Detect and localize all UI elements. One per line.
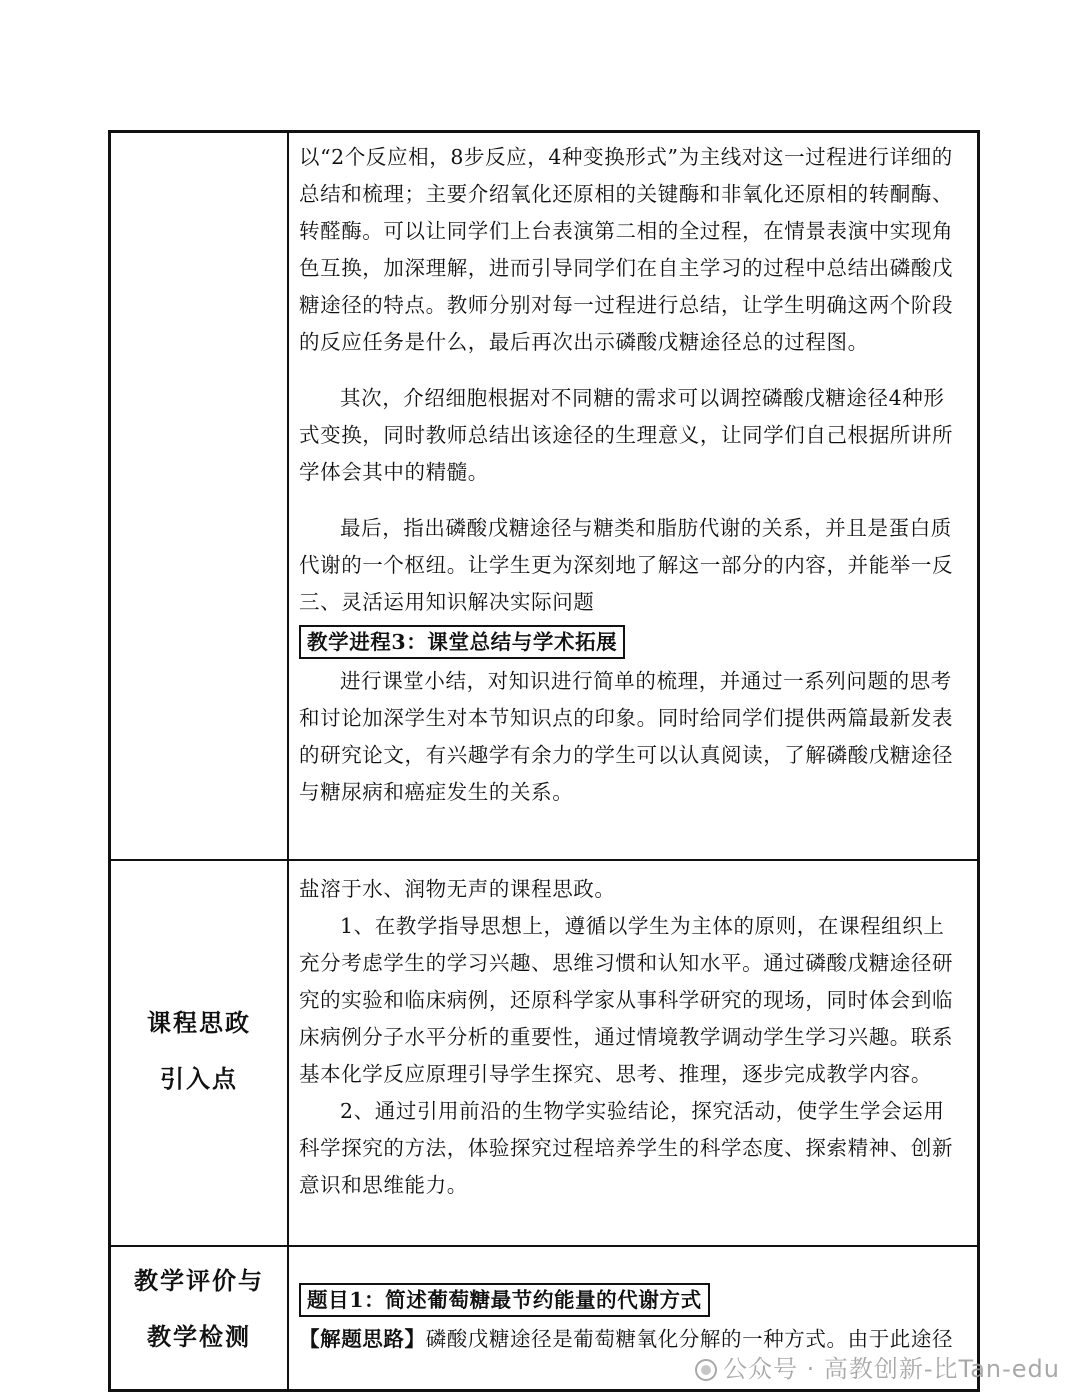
row3-content	[299, 1279, 965, 1358]
paragraph: 1、在教学指导思想上，遵循以学生为主体的原则，在课程组织上充分考虑学生的学习兴趣、思维习惯和认知水平。通过磷酸戊糖途径研究的实验和临床病例，还原科学家从事科学研究的现场，同时体会到临床病例分子水平分析的重要性，通过情境教学调动学生学习兴趣。联系基本化学反应原理引导学生探究、思考、推理，逐步完成教学内容。	[299, 914, 954, 1086]
label-line: 教学评价与	[134, 1266, 264, 1295]
watermark-text: 公众号 · 高教创新-比Tan-edu	[722, 1355, 1060, 1383]
question-heading-box: 题目1：简述葡萄糖最节约能量的代谢方式	[299, 1283, 710, 1317]
row1-content	[299, 139, 965, 811]
row-divider	[111, 859, 977, 861]
paragraph: 2、通过引用前沿的生物学实验结论，探究活动，使学生学会运用科学探究的方法，体验探究过程培养学生的科学态度、探索精神、创新意识和思维能力。	[299, 1099, 954, 1197]
label-line: 教学检测	[147, 1322, 251, 1351]
paragraph: 以“2个反应相，8步反应，4种变换形式”为主线对这一过程进行详细的总结和梳理；主要介绍氧化还原相的关键酶和非氧化还原相的转酮酶、转醛酶。可以让同学们上台表演第二相的全过程，在情景表演中实现角色互换，加深理解，进而引导同学们在自主学习的过程中总结出磷酸戊糖途径的特点。教师分别对每一过程进行总结，让学生明确这两个阶段的反应任务是什么，最后再次出示磷酸戊糖途径总的过程图。	[299, 145, 954, 354]
row2-content	[299, 871, 965, 1204]
row-label-evaluation	[111, 1253, 287, 1365]
paragraph: 其次，介绍细胞根据对不同糖的需求可以调控磷酸戊糖途径4种形式变换，同时教师总结出该途径的生理意义，让同学们自己根据所讲所学体会其中的精髓。	[299, 386, 954, 484]
paragraph: 三、灵活运用知识解决实际问题	[299, 590, 595, 614]
paragraph: 盐溶于水、润物无声的课程思政。	[299, 877, 616, 901]
column-divider	[287, 133, 289, 1389]
answer-text: 磷酸戊糖途径是葡萄糖氧化分解的一种方式。由于此途径	[425, 1327, 954, 1351]
watermark	[695, 1349, 1060, 1384]
label-line: 课程思政	[147, 1008, 251, 1037]
paragraph: 最后，指出磷酸戊糖途径与糖类和脂肪代谢的关系，并且是蛋白质代谢的一个枢纽。让学生更为深刻地了解这一部分的内容，并能举一反	[299, 516, 954, 577]
lesson-plan-table	[108, 130, 980, 1392]
label-line: 引入点	[160, 1064, 238, 1093]
row-label-ideology	[111, 995, 287, 1107]
paragraph: 进行课堂小结，对知识进行简单的梳理，并通过一系列问题的思考和讨论加深学生对本节知识点的印象。同时给同学们提供两篇最新发表的研究论文，有兴趣学有余力的学生可以认真阅读，了解磷酸戊糖途径与糖尿病和癌症发生的关系。	[299, 669, 954, 804]
row-divider	[111, 1245, 977, 1247]
answer-lead: 【解题思路】	[299, 1327, 426, 1351]
wechat-icon	[695, 1359, 717, 1381]
section-heading-box: 教学进程3：课堂总结与学术拓展	[299, 625, 625, 659]
